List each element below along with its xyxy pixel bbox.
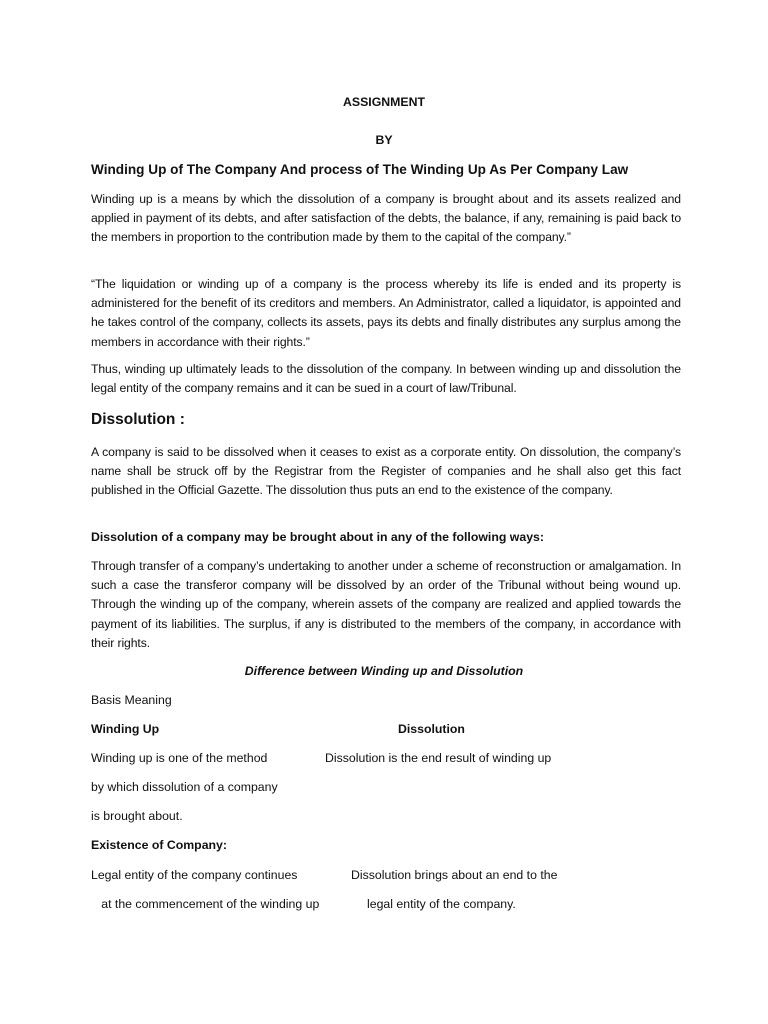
ways-paragraph: Through transfer of a company’s undertaking to another under a scheme of reconstruction or amalgamation. In such a case the transferor company will be dissolved by an order of the Tribunal without being wound up. Through the winding up of the company, wherein assets of the company are realized and applied towards the payment of its liabilities. The surplus, if any is distributed to the members of the company, in accordance with their rights. [91, 559, 681, 650]
column-header-winding-up: Winding Up [91, 722, 160, 736]
meaning-left-line-3: is brought about. [91, 809, 183, 823]
existence-right-line-1: Dissolution brings about an end to the [351, 868, 558, 882]
meaning-left-line-1: Winding up is one of the method [91, 751, 268, 765]
by-label: BY [375, 133, 393, 147]
assignment-title: ASSIGNMENT [343, 95, 425, 109]
existence-left-line-1: Legal entity of the company continues [91, 868, 298, 882]
main-heading: Winding Up of The Company And process of The Winding Up As Per Company Law [91, 162, 629, 177]
column-header-dissolution: Dissolution [398, 722, 465, 736]
dissolution-paragraph: A company is said to be dissolved when it ceases to exist as a corporate entity. On dissolution, the company’s name shall be struck off by the Registrar from the Register of companies and he shall also get this fact published in the Official Gazette. The dissolution thus puts an end to the existence of the company. [91, 445, 681, 498]
meaning-left-line-2: by which dissolution of a company [91, 780, 278, 794]
intro-paragraph-3: Thus, winding up ultimately leads to the dissolution of the company. In between winding up and dissolution the legal entity of the company remains and it can be sued in a court of law/Tribunal. [91, 362, 681, 396]
intro-paragraph-2: “The liquidation or winding up of a company is the process whereby its life is ended and its property is administered for the benefit of its creditors and members. An Administrator, called a liquidator, is appointed and he takes control of the company, collects its assets, pays its debts and finally distributes any surplus among the members in accordance with their rights.” [91, 277, 681, 349]
existence-left-line-2: at the commencement of the winding up [91, 897, 320, 911]
intro-paragraph-1: Winding up is a means by which the dissolution of a company is brought about and its assets realized and applied in payment of its debts, and after satisfaction of the debts, the balance, if any, remaining is paid back to the members in proportion to the contribution made by them to the capital of the company.” [91, 192, 681, 245]
existence-heading: Existence of Company: [91, 838, 227, 852]
meaning-right-line-1: Dissolution is the end result of winding up [325, 751, 552, 765]
difference-title: Difference between Winding up and Dissolution [244, 664, 524, 678]
basis-meaning-label: Basis Meaning [91, 693, 172, 707]
dissolution-heading: Dissolution : [91, 411, 185, 428]
existence-right-line-2: legal entity of the company. [367, 897, 516, 911]
ways-heading: Dissolution of a company may be brought about in any of the following ways: [91, 530, 544, 544]
